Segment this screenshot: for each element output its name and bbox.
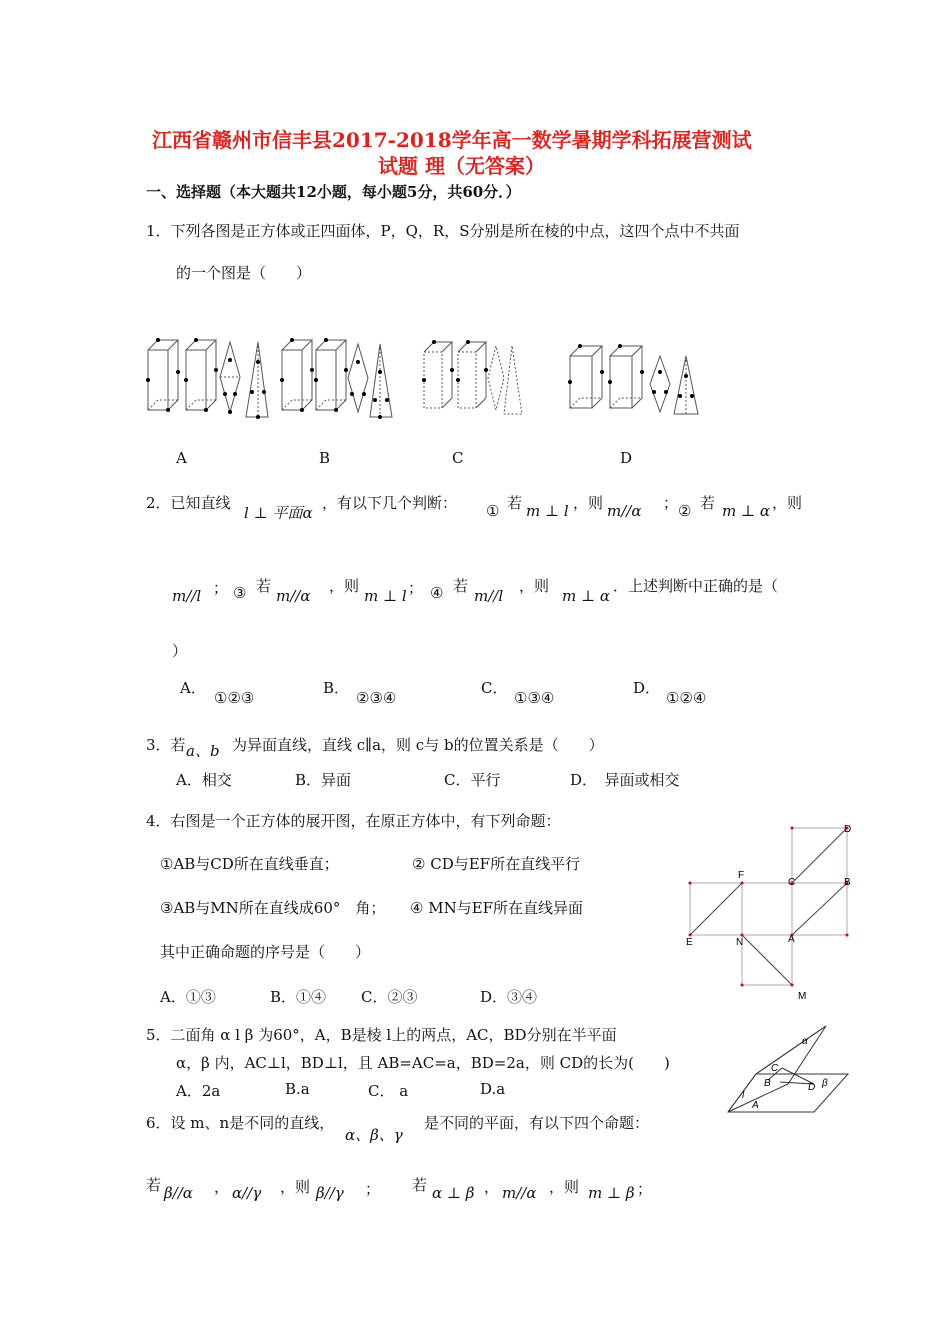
q1-figure-d-tetra2 bbox=[674, 356, 698, 414]
q6-c2-sep: ， bbox=[484, 1178, 500, 1196]
q5-label-b: B bbox=[764, 1078, 771, 1089]
q6-c1-then: ，则 bbox=[280, 1178, 311, 1196]
q1-figures bbox=[140, 322, 710, 432]
q5-label-c: C bbox=[771, 1063, 779, 1074]
q6-c2-then: ，则 bbox=[549, 1178, 580, 1196]
q5-option-d[interactable]: D.a bbox=[480, 1080, 506, 1098]
q2-s4-then: ，则 bbox=[519, 577, 550, 595]
q1-figure-a-cube1 bbox=[148, 340, 178, 410]
q4-label-b: B bbox=[844, 877, 851, 888]
q1-option-c[interactable]: C bbox=[452, 449, 464, 467]
q2-option-c-label[interactable]: C． bbox=[481, 679, 508, 697]
q2-option-a-value: ①②③ bbox=[214, 689, 255, 707]
q1-option-d[interactable]: D bbox=[620, 449, 633, 467]
q2-option-a-label[interactable]: A． bbox=[180, 679, 206, 697]
q4-option-c[interactable]: C．②③ bbox=[361, 988, 418, 1006]
q2-s4-b: m ⊥ α bbox=[562, 587, 610, 605]
q2-s1-a: m ⊥ l bbox=[526, 502, 569, 520]
q2-pre: 2．已知直线 bbox=[146, 494, 231, 512]
q6-planes: α、β、γ bbox=[345, 1126, 403, 1144]
q2-option-b-value: ②③④ bbox=[356, 689, 397, 707]
q5-option-a[interactable]: A．2a bbox=[176, 1082, 221, 1100]
q3-pre: 3．若 bbox=[146, 736, 186, 754]
q2-s2-a: m ⊥ α bbox=[722, 502, 770, 520]
q5-label-beta: β bbox=[822, 1078, 828, 1089]
q2-s2-if: 若 bbox=[700, 494, 716, 512]
q5-option-c[interactable]: C． a bbox=[368, 1082, 409, 1100]
q6-c2-c: m ⊥ β bbox=[588, 1184, 635, 1202]
q2-s2-b: m//l bbox=[172, 587, 202, 605]
q2-s1-then: ，则 bbox=[573, 494, 604, 512]
q4-ask: 其中正确命题的序号是（ ） bbox=[160, 943, 371, 961]
q2-option-b-label[interactable]: B． bbox=[323, 679, 350, 697]
q2-s3-b: m ⊥ l bbox=[364, 587, 407, 605]
q1-figure-c-cube1 bbox=[424, 342, 452, 408]
q4-label-a: A bbox=[788, 934, 795, 945]
q1-figure-b-tetra2 bbox=[370, 344, 392, 417]
q4-label-c: C bbox=[788, 877, 796, 888]
q2-s2-then: ，则 bbox=[772, 494, 803, 512]
q2-s4-if: 若 bbox=[453, 577, 469, 595]
q1-figure-d-cube1 bbox=[570, 346, 602, 408]
q2-s3-then: ，则 bbox=[329, 577, 360, 595]
q4-label-n: N bbox=[736, 937, 744, 948]
q2-option-d-value: ①②④ bbox=[666, 689, 707, 707]
q3-option-d[interactable]: D． 异面或相交 bbox=[570, 771, 680, 789]
q1-figure-c-cube2 bbox=[458, 342, 486, 408]
q1-figure-b-cube2 bbox=[316, 340, 346, 410]
q2-option-d-label[interactable]: D． bbox=[633, 679, 661, 697]
q6-c2-a: α ⊥ β bbox=[432, 1184, 475, 1202]
q1-stem-line2: 的一个图是（ ） bbox=[176, 264, 312, 282]
q2-s4-sep: ； bbox=[408, 579, 424, 597]
q1-figure-c-tetra1 bbox=[488, 346, 504, 410]
q1-figure-b-cube1 bbox=[282, 340, 312, 410]
q1-figure-b-tetra1 bbox=[348, 344, 368, 412]
q2-s1-if: 若 bbox=[507, 494, 523, 512]
q2-close: ） bbox=[172, 642, 188, 660]
q5-line1: 5．二面角 α l β 为60°，A，B是棱 l上的两点，AC，BD分别在半平面 bbox=[146, 1026, 617, 1044]
q4-option-a[interactable]: A．①③ bbox=[160, 988, 216, 1006]
q1-option-a[interactable]: A bbox=[176, 449, 187, 467]
q4-label-e: E bbox=[686, 937, 693, 948]
q1-figure-a-tetra2 bbox=[246, 342, 268, 417]
q2-s2-no: ② bbox=[678, 502, 692, 520]
q2-s3-if: 若 bbox=[256, 577, 272, 595]
q4-prop-3: ③AB与MN所在直线成60° 角； bbox=[160, 899, 386, 917]
q4-stem: 4．右图是一个正方体的展开图，在原正方体中，有下列命题： bbox=[146, 812, 561, 830]
document-title-line2: 试题 理（无答案） bbox=[378, 154, 545, 178]
q5-label-l: l bbox=[742, 1090, 745, 1101]
q3-text: 为异面直线，直线 c∥a，则 c与 b的位置关系是（ ） bbox=[232, 736, 604, 754]
q3-option-b[interactable]: B．异面 bbox=[295, 771, 352, 789]
q4-label-f: F bbox=[738, 870, 745, 881]
q1-stem-line1: 1．下列各图是正方体或正四面体，P，Q，R，S分别是所在棱的中点，这四个点中不共面 bbox=[146, 222, 740, 240]
q2-mid: ，有以下几个判断： bbox=[322, 494, 458, 512]
q2-s3-a: m//α bbox=[276, 587, 311, 605]
section-header: 一、选择题（本大题共12小题，每小题5分，共60分．） bbox=[146, 183, 521, 201]
q5-label-a: A bbox=[752, 1100, 759, 1111]
q1-figure-a-cube2 bbox=[186, 340, 216, 410]
q1-figure-d-tetra1 bbox=[650, 356, 670, 412]
q1-figure-a-tetra1 bbox=[220, 342, 240, 412]
q2-s2-sep: ； bbox=[663, 494, 679, 512]
q6-c1-if: 若 bbox=[146, 1176, 162, 1194]
q1-figure-c-tetra2 bbox=[504, 346, 522, 414]
q2-s3-no: ③ bbox=[233, 584, 247, 602]
q3-option-c[interactable]: C．平行 bbox=[444, 771, 501, 789]
q3-ab: a、b bbox=[186, 742, 220, 760]
q2-s1-b: m//α bbox=[607, 502, 642, 520]
q5-label-d: D bbox=[808, 1082, 816, 1093]
q6-pre: 6．设 m、n是不同的直线， bbox=[146, 1114, 335, 1132]
q2-s4-a: m//l bbox=[474, 587, 504, 605]
q1-figure-d-cube2 bbox=[610, 346, 642, 408]
q6-c1-b: α//γ bbox=[232, 1184, 262, 1202]
q1-option-b[interactable]: B bbox=[319, 449, 331, 467]
q6-c1-a: β//α bbox=[164, 1184, 193, 1202]
q4-cube-net-figure bbox=[682, 820, 862, 1005]
q6-c1-c: β//γ bbox=[316, 1184, 344, 1202]
q6-post: 是不同的平面，有以下四个命题： bbox=[424, 1114, 650, 1132]
q5-line2: α，β 内，AC⊥l，BD⊥l，且 AB=AC=a，BD=2a，则 CD的长为( ) bbox=[176, 1054, 670, 1072]
q4-prop-4: ④ MN与EF所在直线异面 bbox=[410, 899, 584, 917]
q6-c2-b: m//α bbox=[502, 1184, 537, 1202]
q4-prop-1: ①AB与CD所在直线垂直； bbox=[160, 855, 339, 873]
q2-tail: ．上述判断中正确的是（ bbox=[613, 577, 779, 595]
document-title-line1: 江西省赣州市信丰县2017-2018学年高一数学暑期学科拓展营测试 bbox=[152, 128, 752, 152]
q6-c2-if: 若 bbox=[412, 1176, 428, 1194]
q2-s4-no: ④ bbox=[430, 584, 444, 602]
q5-option-b[interactable]: B.a bbox=[285, 1080, 310, 1098]
q6-c2-end: ； bbox=[637, 1180, 653, 1198]
q4-prop-2: ② CD与EF所在直线平行 bbox=[412, 855, 581, 873]
q3-option-a[interactable]: A．相交 bbox=[176, 771, 232, 789]
q5-label-alpha: α bbox=[802, 1036, 808, 1047]
q4-label-m: M bbox=[798, 991, 807, 1002]
q4-option-d[interactable]: D．③④ bbox=[480, 988, 538, 1006]
q5-dihedral-figure bbox=[722, 1024, 852, 1116]
q4-label-d: D bbox=[844, 824, 852, 835]
q6-c1-sep: ， bbox=[214, 1178, 230, 1196]
q4-option-b[interactable]: B．①④ bbox=[270, 988, 327, 1006]
q6-c1-end: ； bbox=[365, 1180, 381, 1198]
q2-condition: l ⊥ 平面α bbox=[244, 504, 313, 522]
q2-s3-sep: ； bbox=[213, 579, 229, 597]
q2-s1-no: ① bbox=[486, 502, 500, 520]
q2-option-c-value: ①③④ bbox=[514, 689, 555, 707]
